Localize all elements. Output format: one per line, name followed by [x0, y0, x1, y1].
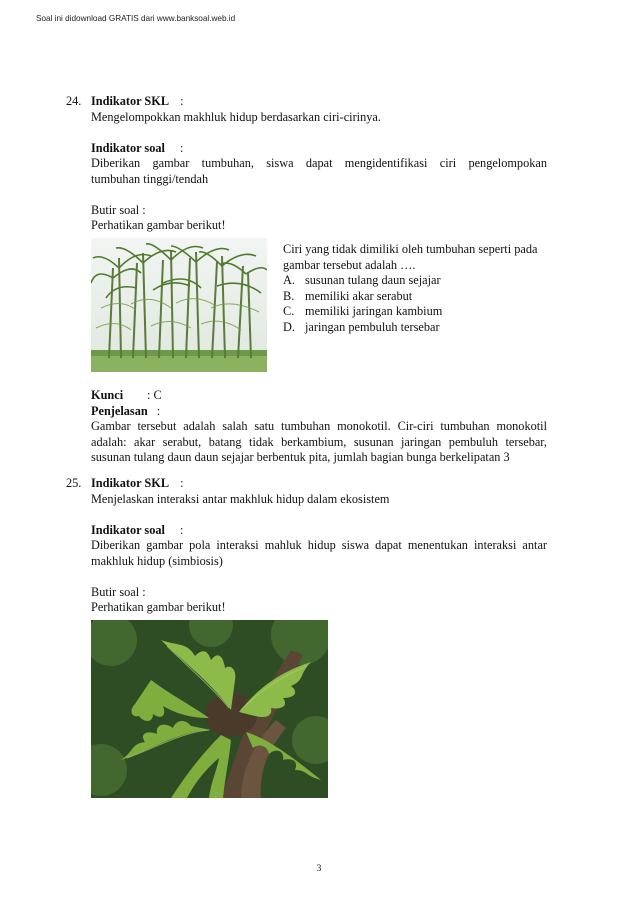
soal-heading: [91, 523, 547, 539]
question-24: [91, 94, 547, 234]
question-line-1: Ciri yang tidak dimiliki oleh tumbuhan seperti pada: [283, 242, 538, 256]
sugarcane-illustration: [91, 238, 267, 372]
soal-text-line-1: Diberikan gambar pola interaksi mahluk hidup siswa dapat menentukan interaksi antar: [91, 538, 547, 552]
skl-separator: :: [180, 476, 184, 490]
soal-separator: :: [180, 140, 184, 155]
staghorn-fern-illustration: [91, 620, 328, 798]
kunci-value: : C: [147, 388, 162, 402]
option-letter: D.: [283, 319, 295, 334]
kunci-row: [91, 388, 547, 404]
penjelasan-separator: :: [156, 403, 161, 418]
question-25: [91, 476, 547, 616]
question-24-answer: [91, 388, 547, 466]
soal-separator: :: [180, 522, 184, 537]
skl-heading: [91, 94, 547, 110]
penjelasan-line-2: adalah: akar serabut, batang tidak berkambium, susunan jaringan pembuluh tersebar,: [91, 434, 547, 449]
option-d[interactable]: [283, 320, 551, 336]
penjelasan-line-1: Gambar tersebut adalah salah satu tumbuhan monokotil. Cir-ciri tumbuhan monokotil: [91, 419, 547, 433]
skl-label: Indikator SKL: [91, 476, 170, 490]
option-text: memiliki akar serabut: [305, 288, 413, 303]
skl-label: Indikator SKL: [91, 94, 170, 108]
option-b[interactable]: [283, 289, 551, 305]
skl-text: Mengelompokkan makhluk hidup berdasarkan ciri-cirinya.: [91, 109, 381, 124]
question-25-number: 25.: [66, 476, 82, 490]
penjelasan-line-3: susunan tulang daun daun sejajar berbentuk pita, jumlah bagian bunga berkelipatan 3: [91, 450, 510, 464]
soal-label: Indikator soal: [91, 140, 165, 155]
penjelasan-heading: [91, 404, 547, 420]
kunci-label: Kunci: [91, 388, 124, 402]
soal-label: Indikator soal: [91, 522, 165, 537]
instruction: Perhatikan gambar berikut!: [91, 600, 226, 614]
option-text: jaringan pembuluh tersebar: [305, 319, 440, 334]
option-letter: B.: [283, 288, 295, 303]
staghorn-fern-photo: [91, 620, 328, 798]
option-c[interactable]: [283, 304, 551, 320]
question-24-prompt: [283, 242, 551, 335]
sugarcane-photo: [91, 238, 267, 372]
page-number: 3: [316, 864, 322, 874]
soal-text-line-1: Diberikan gambar tumbuhan, siswa dapat mengidentifikasi ciri pengelompokan: [91, 156, 547, 170]
penjelasan-label: Penjelasan: [91, 403, 148, 418]
skl-text: Menjelaskan interaksi antar makhluk hidup dalam ekosistem: [91, 491, 390, 506]
option-letter: A.: [283, 273, 295, 287]
question-line-2: gambar tersebut adalah ….: [283, 257, 416, 272]
skl-separator: :: [180, 94, 184, 108]
soal-heading: [91, 141, 547, 157]
skl-heading: [91, 476, 547, 492]
option-a[interactable]: [283, 273, 551, 289]
download-header: Soal ini didownload GRATIS dari www.banksoal.web.id: [36, 14, 236, 23]
soal-text-line-2: tumbuhan tinggi/tendah: [91, 171, 209, 186]
instruction: Perhatikan gambar berikut!: [91, 218, 226, 232]
option-text: memiliki jaringan kambium: [305, 304, 443, 318]
butir-soal-label: Butir soal :: [91, 584, 146, 599]
soal-text-line-2: makhluk hidup (simbiosis): [91, 553, 223, 568]
question-24-number: 24.: [66, 94, 82, 108]
butir-soal-label: Butir soal :: [91, 202, 146, 217]
option-letter: C.: [283, 304, 295, 318]
option-text: susunan tulang daun sejajar: [305, 273, 441, 287]
